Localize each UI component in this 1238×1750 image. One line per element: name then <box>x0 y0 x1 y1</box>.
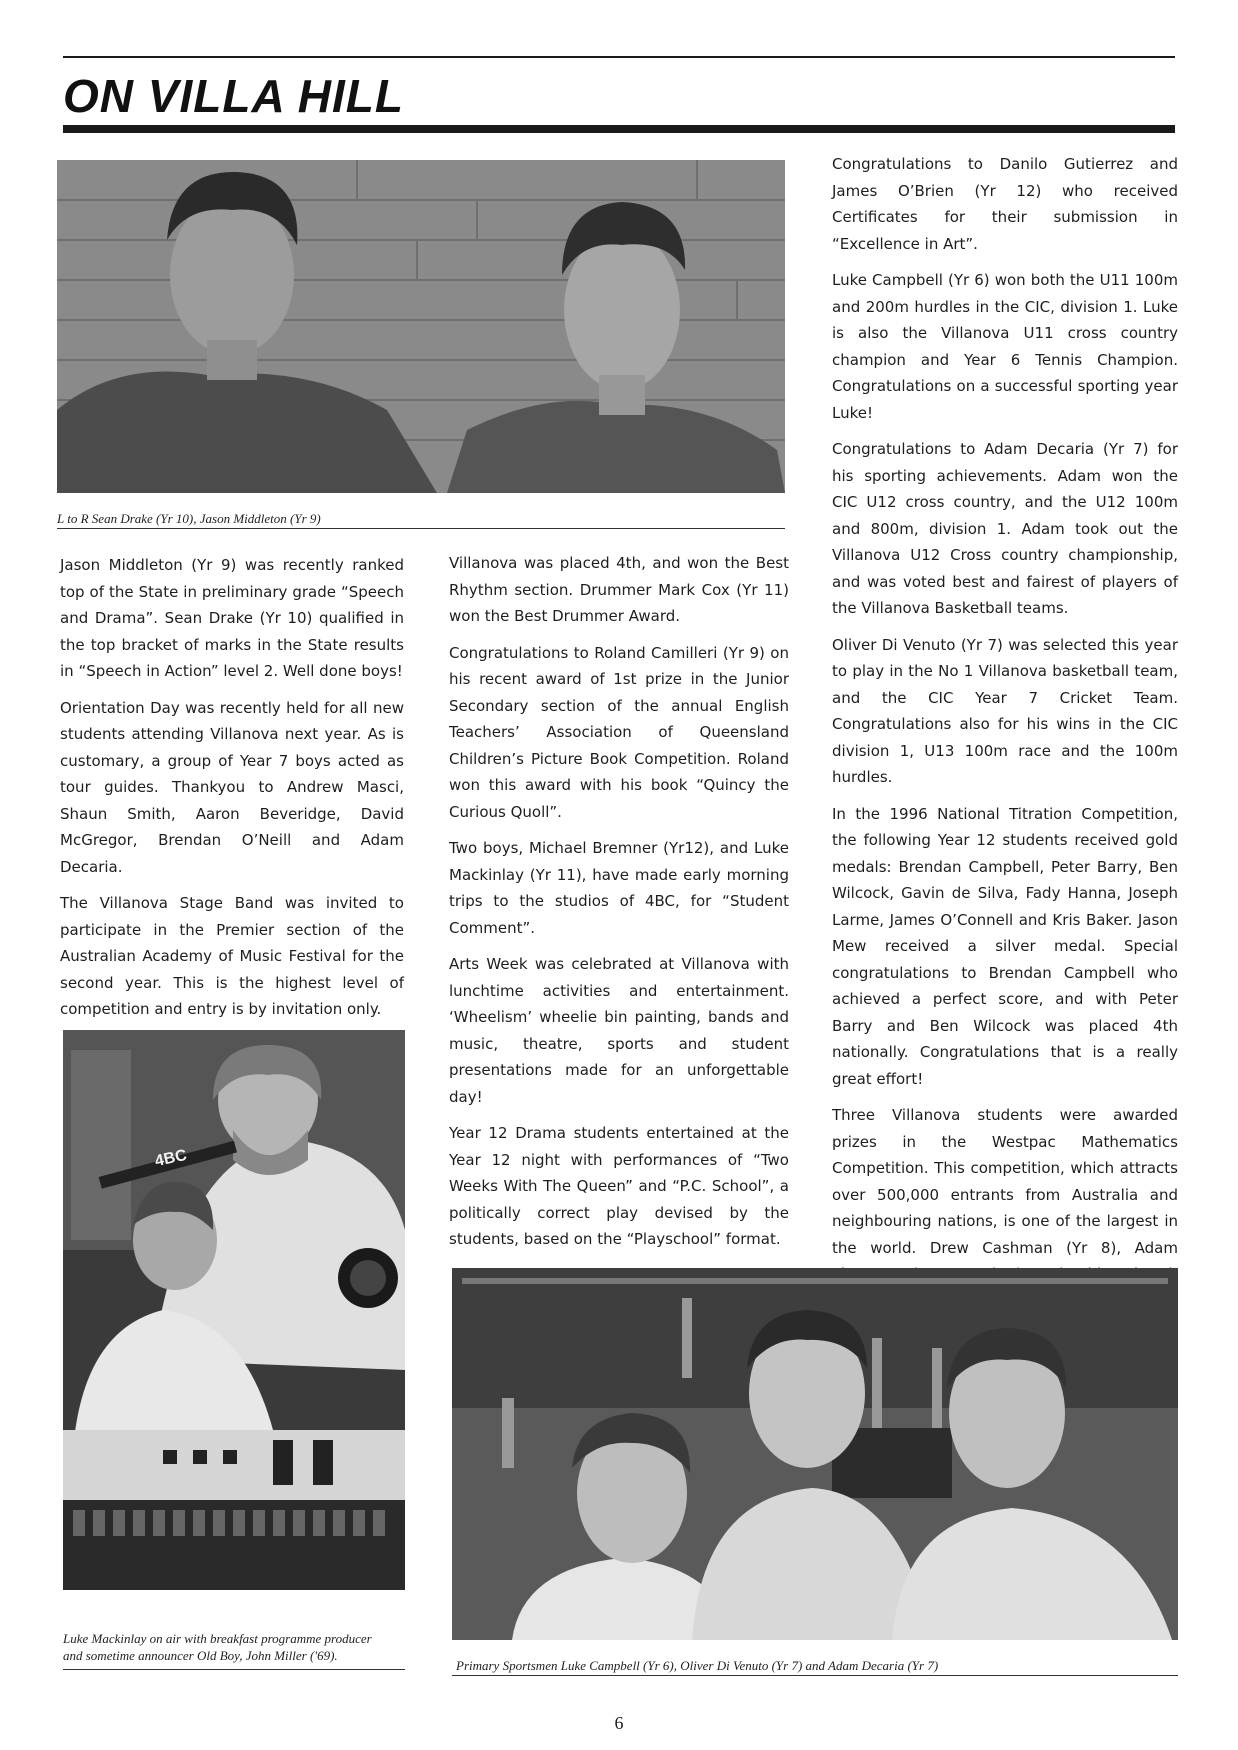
photo-three-sportsmen-caption: Primary Sportsmen Luke Campbell (Yr 6), Oliver Di Venuto (Yr 7) and Adam Decaria (Yr 7) <box>456 1658 939 1673</box>
header-top-rule <box>63 56 1175 58</box>
photo-radio-studio-icon <box>63 1030 405 1590</box>
photo-three-sportsmen <box>452 1268 1178 1640</box>
article-paragraph: Congratulations to Adam Decaria (Yr 7) for his sporting achievements. Adam won the CIC U12 cross country, and the U12 100m and 800m, division 1. Adam took out the Villanova U12 Cross country championship, and was voted best and fairest of players of the Villanova Basketball teams. <box>832 440 1178 617</box>
article-paragraph: Two boys, Michael Bremner (Yr12), and Luke Mackinlay (Yr 11), have made early morning trips to the studios of 4BC, for “Student Comment”. <box>449 839 789 937</box>
middle-column <box>449 550 789 1263</box>
article-paragraph: The Villanova Stage Band was invited to participate in the Premier section of the Australian Academy of Music Festival for the second year. This is the highest level of competition and entry is by invitation only. <box>60 894 404 1018</box>
photo-radio-studio <box>63 1030 405 1590</box>
photo-radio-studio-caption: Luke Mackinlay on air with breakfast programme producer and sometime announcer Old Boy, John Miller ('69). <box>63 1631 372 1663</box>
article-paragraph: Congratulations to Roland Camilleri (Yr 9) on his recent award of 1st prize in the Junior Secondary section of the annual English Teachers’ Association of Queensland Children’s Picture Book Competition. Roland won this award with his book “Quincy the Curious Quoll”. <box>449 643 789 821</box>
radio-station-label: 4BC <box>153 1146 189 1171</box>
article-paragraph: Arts Week was celebrated at Villanova with lunchtime activities and entertainment. ‘Wheelism’ wheelie bin painting, bands and music, theatre, sports and student presentations made for an unforgettable day! <box>449 955 789 1106</box>
photo-two-students-icon <box>57 160 785 493</box>
article-paragraph: In the 1996 National Titration Competition, the following Year 12 students received gold medals: Brendan Campbell, Peter Barry, Ben Wilcock, Gavin de Silva, Fady Hanna, Joseph Larme, James O’Connell and Kris Baker. Jason Mew received a silver medal. Special congratulations to Brendan Campbell who achieved a perfect score, and with Peter Barry and Ben Wilcock was placed 4th nationally. Congratulations that is a really great effort! <box>832 804 1178 1088</box>
page-number: 6 <box>614 1713 624 1733</box>
header-bottom-rule <box>63 125 1175 133</box>
article-paragraph: Three Villanova students were awarded prizes in the Westpac Mathematics Competition. This competition, which attracts over 500,000 entrants from Australia and neighbouring nations, is one of the largest in the world. Drew Cashman (Yr 8), Adam <box>832 1106 1178 1257</box>
article-paragraph: Luke Campbell (Yr 6) won both the U11 100m and 200m hurdles in the CIC, division 1. Luke is also the Villanova U11 cross country champion and Year 6 Tennis Champion. Congratulations on a successful sporting year Luke! <box>832 271 1178 422</box>
article-paragraph: Orientation Day was recently held for all new students attending Villanova next year. As is customary, a group of Year 7 boys acted as tour guides. Thankyou to Andrew Masci, Shaun Smith, Aaron Beveridge, David McGregor, Brendan O’Neill and Adam Decaria. <box>60 698 404 876</box>
caption-rule <box>452 1675 1178 1676</box>
page-title: ON VILLA HILL <box>63 70 404 122</box>
article-paragraph: Year 12 Drama students entertained at the Year 12 night with performances of “Two Weeks With The Queen” and “P.C. School”, a politically correct play devised by the students, based on the “Playschool” format. <box>449 1124 789 1248</box>
left-column <box>60 552 404 1033</box>
article-paragraph: Oliver Di Venuto (Yr 7) was selected this year to play in the No 1 Villanova basketball team, and the CIC Year 7 Cricket Team. Congratulations also for his wins in the CIC division 1, U13 100m race and the 100m hurdles. <box>832 635 1178 786</box>
article-paragraph: Villanova was placed 4th, and won the Best Rhythm section. Drummer Mark Cox (Yr 11) won the Best Drummer Award. <box>449 554 789 625</box>
right-column <box>832 151 1178 1430</box>
article-paragraph: Congratulations to Danilo Gutierrez and James O’Brien (Yr 12) who received Certificates for their submission in “Excellence in Art”. <box>832 155 1178 253</box>
photo-three-sportsmen-icon <box>452 1268 1178 1640</box>
article-paragraph: Jason Middleton (Yr 9) was recently ranked top of the State in preliminary grade “Speech and Drama”. Sean Drake (Yr 10) qualified in the top bracket of marks in the State results in “Speech in Action” level 2. Well done boys! <box>60 556 404 680</box>
caption-rule <box>57 528 785 529</box>
caption-rule <box>63 1669 405 1670</box>
photo-two-students <box>57 160 785 493</box>
photo-two-students-caption: L to R Sean Drake (Yr 10), Jason Middleton (Yr 9) <box>57 511 321 526</box>
